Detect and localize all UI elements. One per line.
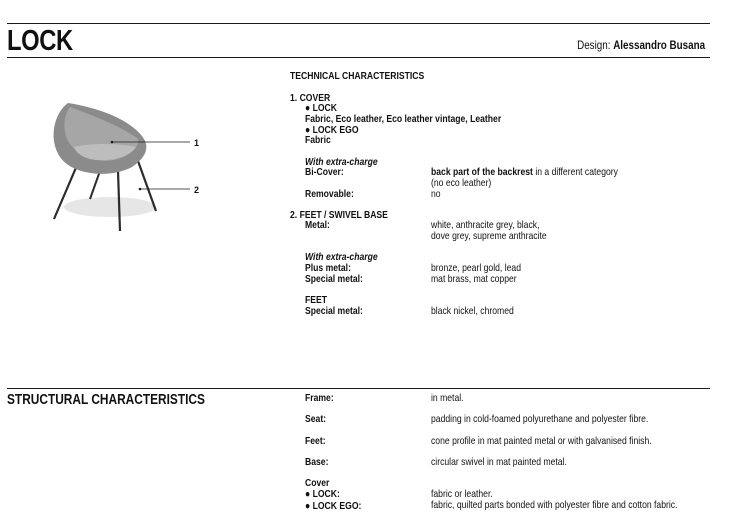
base-value: circular swivel in mat painted metal. [431, 456, 567, 468]
lock-label: ● LOCK [305, 102, 337, 114]
structural-heading: STRUCTURAL CHARACTERISTICS [7, 392, 205, 408]
feet-label: Feet: [305, 435, 326, 447]
callout-dot-1 [111, 141, 114, 144]
feet-subheading: FEET [305, 294, 328, 306]
special-metal-value: mat brass, mat copper [431, 273, 517, 285]
top-rule [7, 23, 710, 24]
page-title: LOCK [7, 25, 73, 57]
feet-value: cone profile in mat painted metal or with galvanised finish. [431, 435, 652, 447]
callout-1-label: 1 [194, 138, 200, 148]
frame-label: Frame: [305, 392, 334, 404]
seat-label: Seat: [305, 413, 327, 425]
technical-heading: TECHNICAL CHARACTERISTICS [290, 70, 425, 82]
feet-heading: 2. FEET / SWIVEL BASE [290, 209, 388, 221]
lock-materials: Fabric, Eco leather, Eco leather vintage, Leather [305, 113, 502, 125]
cover-heading: 1. COVER [290, 92, 331, 104]
floor-shadow [64, 197, 156, 217]
feet-special-metal-value: black nickel, chromed [431, 305, 514, 317]
cover-ego-label: ● LOCK EGO: [305, 500, 362, 512]
metal-value-line2: dove grey, supreme anthracite [431, 230, 547, 242]
chair-leg [118, 171, 120, 231]
callout-2-label: 2 [194, 185, 200, 195]
cover-extra-charge: With extra-charge [305, 156, 378, 168]
cover-struct-heading: Cover [305, 477, 330, 489]
seat-value: padding in cold-foamed polyurethane and polyester fibre. [431, 413, 649, 425]
cover-lock-value: fabric or leather. [431, 488, 493, 500]
designer-name: Alessandro Busana [613, 38, 705, 52]
removable-label: Removable: [305, 188, 354, 200]
lock-ego-label: ● LOCK EGO [305, 124, 359, 136]
base-label: Base: [305, 456, 329, 468]
header-bottom-rule [7, 57, 710, 58]
chair-leg [90, 171, 100, 199]
metal-label: Metal: [305, 219, 330, 231]
removable-value: no [431, 188, 441, 200]
cover-lock-label: ● LOCK: [305, 488, 340, 500]
lock-ego-materials: Fabric [305, 134, 331, 146]
callout-dot-2 [139, 188, 142, 191]
frame-value: in metal. [431, 392, 464, 404]
design-prefix: Design: [577, 38, 614, 52]
bicover-note: (no eco leather) [431, 177, 492, 189]
metal-value-line1: white, anthracite grey, black, [431, 219, 540, 231]
feet-special-metal-label: Special metal: [305, 305, 363, 317]
designer-credit [549, 38, 705, 52]
chair-illustration [40, 95, 210, 235]
cover-ego-value: fabric, quilted parts bonded with polyester fibre and cotton fabric. [431, 499, 678, 511]
plus-metal-value: bronze, pearl gold, lead [431, 262, 521, 274]
feet-extra-charge: With extra-charge [305, 251, 378, 263]
bicover-rest: in a different category [532, 166, 618, 178]
structural-rule [7, 388, 710, 389]
plus-metal-label: Plus metal: [305, 262, 351, 274]
bicover-bold: back part of the backrest [431, 166, 533, 178]
special-metal-label: Special metal: [305, 273, 363, 285]
bicover-label: Bi-Cover: [305, 166, 344, 178]
